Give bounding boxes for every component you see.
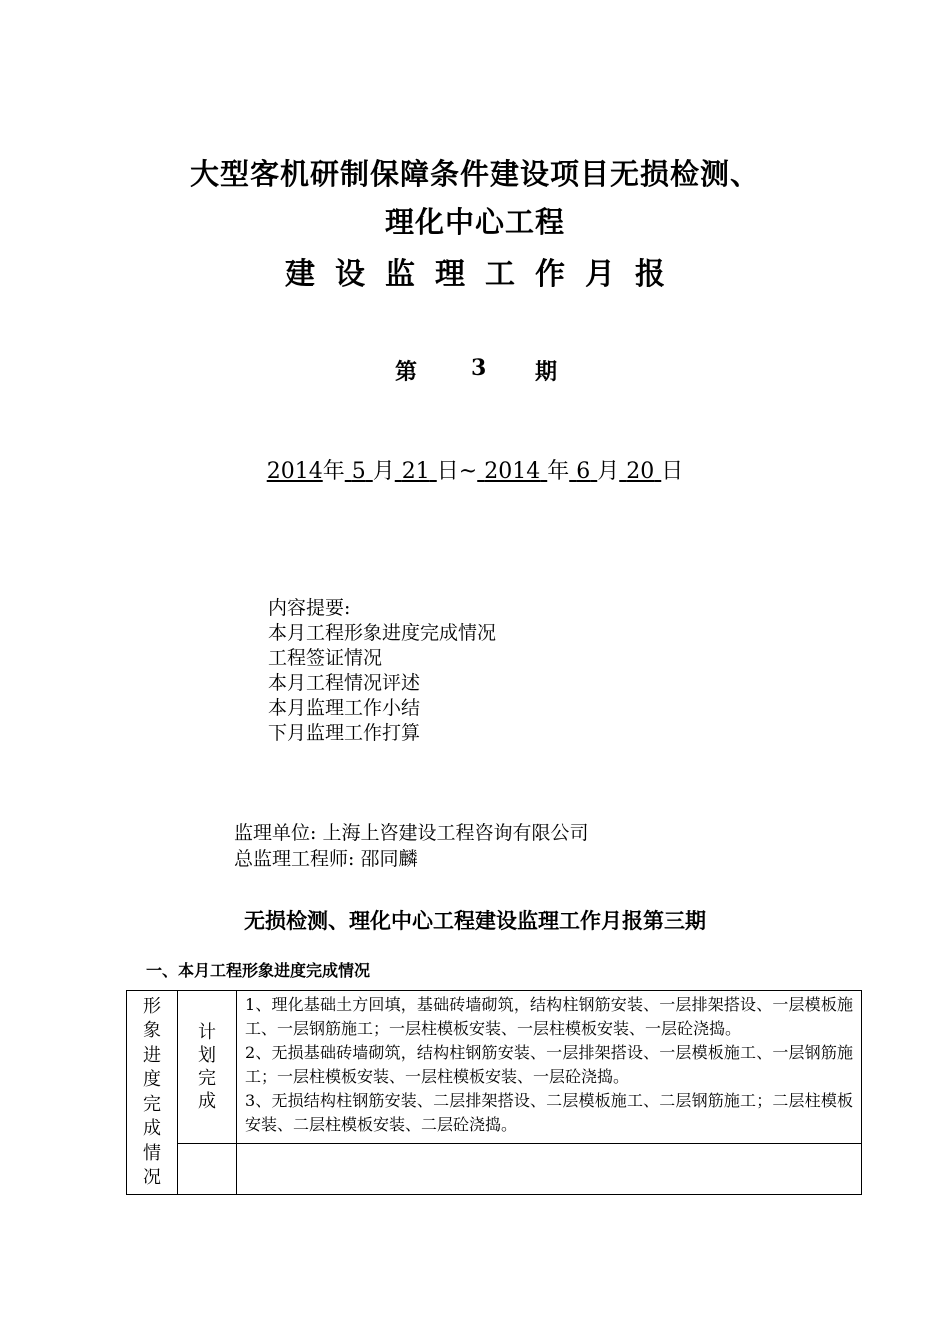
- progress-table: [126, 990, 862, 1195]
- plan-item: 2、无损基础砖墙砌筑，结构柱钢筋安装、一层排架搭设、一层模板施工、一层钢筋施工；一层柱模板安装、一层柱模板安装、一层砼浇捣。: [245, 1043, 853, 1086]
- year-char: 年: [322, 459, 345, 484]
- start-month: 5: [351, 459, 366, 484]
- contents-heading: 内容提要:: [268, 597, 351, 619]
- end-day: 20: [626, 459, 655, 484]
- year-char: 年: [547, 459, 570, 484]
- supervision-unit: 监理单位: 上海上咨建设工程咨询有限公司: [234, 822, 589, 844]
- range-separator: ~: [458, 459, 478, 484]
- plan-label-char: 成: [198, 1091, 216, 1112]
- empty-cell: [237, 1144, 862, 1195]
- row-header-char: 进: [143, 1044, 161, 1066]
- day-char: 日: [661, 459, 684, 484]
- plan-label-char: 划: [198, 1045, 216, 1066]
- row-header-char: 况: [143, 1167, 161, 1188]
- table-row: [127, 991, 862, 1144]
- contents-item: 下月监理工作打算: [268, 722, 421, 744]
- report-title-line3: 建设监理工作月报: [285, 257, 685, 292]
- day-char: 日: [436, 459, 459, 484]
- row-header-char: 形: [143, 995, 161, 1017]
- plan-label-char: 完: [198, 1068, 216, 1089]
- contents-item: 本月工程情况评述: [268, 672, 421, 694]
- end-month: 6: [576, 459, 591, 484]
- report-title-line1: 大型客机研制保障条件建设项目无损检测、: [189, 157, 760, 191]
- start-year: 2014: [266, 459, 323, 484]
- row-header-char: 度: [143, 1069, 161, 1090]
- report-subtitle: 无损检测、理化中心工程建设监理工作月报第三期: [244, 909, 706, 933]
- row-header-char: 象: [143, 1020, 161, 1041]
- table-row: [127, 1144, 862, 1195]
- row-header-char: 情: [143, 1142, 161, 1164]
- start-day: 21: [401, 459, 430, 484]
- contents-item: 工程签证情况: [268, 647, 383, 669]
- contents-item: 本月工程形象进度完成情况: [268, 622, 497, 644]
- contents-item: 本月监理工作小结: [268, 697, 421, 719]
- issue-prefix: 第: [395, 359, 418, 385]
- month-char: 月: [372, 459, 395, 484]
- plan-item: 3、无损结构柱钢筋安装、二层排架搭设、二层模板施工、二层钢筋施工；二层柱模板安装、二层柱模板安装、二层砼浇捣。: [245, 1091, 853, 1134]
- plan-items-cell: [237, 991, 862, 1144]
- row-header-char: 完: [143, 1093, 161, 1115]
- issue-value: 3: [471, 355, 487, 381]
- month-char: 月: [597, 459, 620, 484]
- section-heading: 一、本月工程形象进度完成情况: [146, 961, 371, 980]
- plan-label-char: 计: [198, 1022, 216, 1043]
- issue-suffix: 期: [535, 359, 558, 385]
- empty-cell: [178, 1144, 237, 1195]
- contents-summary: [268, 596, 496, 746]
- supervision-info: [234, 820, 588, 872]
- plan-label-cell: [178, 991, 237, 1144]
- plan-item: 1、理化基础土方回填，基础砖墙砌筑，结构柱钢筋安装、一层排架搭设、一层模板施工、一层钢筋施工；一层柱模板安装、一层柱模板安装、一层砼浇捣。: [245, 995, 853, 1038]
- row-header-char: 成: [143, 1118, 161, 1139]
- date-range: [0, 456, 950, 488]
- row-header-cell: [127, 991, 178, 1195]
- end-year: 2014: [484, 459, 541, 484]
- chief-engineer: 总监理工程师: 邵同麟: [234, 848, 418, 870]
- report-title-line2: 理化中心工程: [384, 205, 565, 239]
